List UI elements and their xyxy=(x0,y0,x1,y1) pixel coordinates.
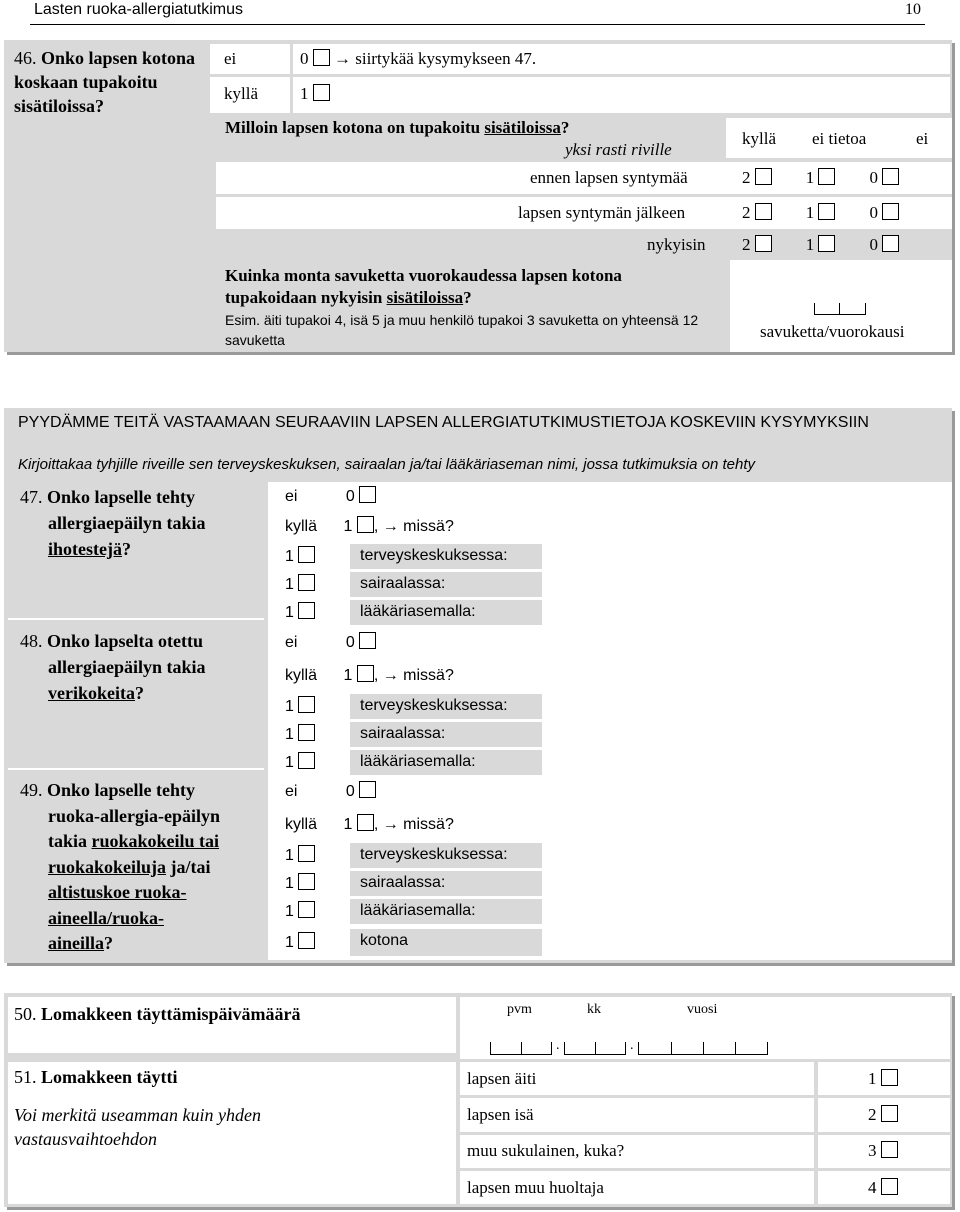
opt-code: 1 xyxy=(343,667,353,684)
section-heading: PYYDÄMME TEITÄ VASTAAMAAN SEURAAVIIN LAPSEN ALLERGIATUTKIMUSTIETOJA KOSKEVIIN KYSYMYKSIIN xyxy=(18,414,869,431)
code: 0 xyxy=(869,203,878,222)
q51-opt3[interactable] xyxy=(868,1141,898,1161)
q46-row1-options[interactable] xyxy=(742,168,899,188)
q51-hint: Voi merkitä useamman kuin yhden vastausvaihtoehdon xyxy=(14,1105,261,1149)
q48-line2: allergiaepäilyn takia xyxy=(48,657,206,677)
checkbox[interactable] xyxy=(357,814,374,831)
q46-sub-hint: yksi rasti riville xyxy=(565,140,672,159)
q49-tk-label: terveyskeskuksessa: xyxy=(360,846,508,863)
checkbox[interactable] xyxy=(882,168,899,185)
q47-place-tk[interactable] xyxy=(285,546,315,566)
header-rule xyxy=(30,24,925,25)
code: 2 xyxy=(742,168,751,187)
checkbox[interactable] xyxy=(313,49,330,66)
opt-code: 1 xyxy=(285,698,294,715)
q47-laak-label: lääkäriasemalla: xyxy=(360,603,476,620)
code: 1 xyxy=(805,203,815,222)
q48-tk-label: terveyskeskuksessa: xyxy=(360,697,508,714)
q49-laak-label: lääkäriasemalla: xyxy=(360,902,476,919)
opt-label: kyllä xyxy=(285,667,318,684)
q49-place-sair[interactable] xyxy=(285,873,315,893)
checkbox[interactable] xyxy=(755,235,772,252)
q50-number: 50. xyxy=(14,1004,37,1024)
q49-place-tk[interactable] xyxy=(285,845,315,865)
q48-place-tk[interactable] xyxy=(285,696,315,716)
q49-line2: ruoka-allergia-epäilyn xyxy=(48,805,220,826)
section-note: Kirjoittakaa tyhjille riveille sen terveyskeskuksen, sairaalan ja/tai lääkäriaseman nimi, jossa tutkimuksia on tehty xyxy=(18,456,755,473)
q49-number: 49. xyxy=(20,780,43,800)
q46-cig-unit: savuketta/vuorokausi xyxy=(760,322,905,341)
row-label: lapsen syntymän jälkeen xyxy=(518,203,686,222)
opt-code: 1 xyxy=(285,754,294,771)
opt-label: kyllä xyxy=(285,816,318,833)
q46-sub-title-q: ? xyxy=(560,118,570,137)
code: 0 xyxy=(869,168,878,187)
q49-line6-u: aineella/ruoka- xyxy=(48,907,164,928)
checkbox[interactable] xyxy=(298,546,315,563)
q49-line7-end: ? xyxy=(104,933,114,953)
checkbox[interactable] xyxy=(882,235,899,252)
opt-code: 0 xyxy=(345,488,355,505)
opt-code: 1 xyxy=(285,847,294,864)
q50-vuosi-label: vuosi xyxy=(687,1002,718,1017)
checkbox[interactable] xyxy=(755,203,772,220)
checkbox[interactable] xyxy=(298,696,315,713)
q51-opt2[interactable] xyxy=(868,1105,898,1125)
q49-opt-kylla[interactable] xyxy=(285,814,454,834)
q46-cig-q-end: ? xyxy=(463,288,472,307)
checkbox[interactable] xyxy=(818,168,835,185)
q46-row3-options[interactable] xyxy=(742,235,899,255)
code: 1 xyxy=(805,235,815,254)
q48-number: 48. xyxy=(20,631,43,651)
code: 0 xyxy=(869,235,878,254)
q49-line1: Onko lapselle tehty xyxy=(47,780,196,800)
q50-pvm-label: pvm xyxy=(507,1002,532,1017)
code: 2 xyxy=(742,235,751,254)
q48-line3-u: verikokeita xyxy=(48,683,135,703)
q50-title-text: Lomakkeen täyttämispäivämäärä xyxy=(41,1004,301,1024)
q51-number: 51. xyxy=(14,1067,37,1087)
row-label: ennen lapsen syntymää xyxy=(530,168,688,187)
q48-line3-end: ? xyxy=(135,683,144,703)
q48-laak-label: lääkäriasemalla: xyxy=(360,753,476,770)
q51-opt2-label: lapsen isä xyxy=(467,1105,534,1124)
checkbox[interactable] xyxy=(298,752,315,769)
opt-label: ei xyxy=(285,488,298,505)
q48-line1: Onko lapselta otettu xyxy=(47,631,204,651)
q46-col-ei: ei xyxy=(916,129,929,148)
q51-title-text: Lomakkeen täytti xyxy=(41,1067,178,1087)
row-label: nykyisin xyxy=(647,235,706,254)
opt-code: 1 xyxy=(343,518,353,535)
checkbox[interactable] xyxy=(882,203,899,220)
q46-number: 46. xyxy=(14,48,37,68)
checkbox[interactable] xyxy=(298,845,315,862)
q46-goto-text: → siirtykää kysymykseen 47. xyxy=(334,49,537,68)
checkbox[interactable] xyxy=(298,574,315,591)
q49-line4-u: ruokakokeiluja xyxy=(48,856,167,877)
q49-line3-u: ruokakokeilu tai xyxy=(91,831,220,851)
q51-opt4-label: lapsen muu huoltaja xyxy=(467,1178,604,1197)
q50-title xyxy=(14,1004,301,1025)
opt-code: 4 xyxy=(868,1178,877,1197)
q47-opt-ei[interactable] xyxy=(285,486,376,506)
checkbox[interactable] xyxy=(298,932,315,949)
q49-line3: takia xyxy=(48,831,88,851)
q47-title xyxy=(20,484,206,562)
opt-code: 1 xyxy=(285,548,294,565)
checkbox[interactable] xyxy=(881,1178,898,1195)
checkbox[interactable] xyxy=(357,516,374,533)
opt-code: 2 xyxy=(868,1105,877,1124)
opt-code: 1 xyxy=(868,1069,877,1088)
page-number: 10 xyxy=(905,1,921,18)
q46-row-nykyisin xyxy=(647,235,706,255)
q46-opt-ei[interactable] xyxy=(300,49,536,69)
checkbox[interactable] xyxy=(755,168,772,185)
checkbox[interactable] xyxy=(818,203,835,220)
q51-opt1-label: lapsen äiti xyxy=(467,1069,537,1088)
q46-opt-kylla-code: 1 xyxy=(300,84,309,103)
opt-code: 1 xyxy=(285,934,294,951)
q51-opt3-label: muu sukulainen, kuka? xyxy=(467,1141,625,1160)
q49-title xyxy=(20,778,220,957)
q46-opt-ei-code: 0 xyxy=(300,49,309,68)
q46-title-text: Onko lapsen kotona koskaan tupakoitu sisätiloissa? xyxy=(14,48,196,116)
q51-title xyxy=(14,1067,178,1088)
opt-code: 0 xyxy=(345,634,355,651)
opt-code: 1 xyxy=(285,576,294,593)
opt-label: kyllä xyxy=(285,518,318,535)
checkbox[interactable] xyxy=(359,486,376,503)
q46-cig-q-u: sisätiloissa xyxy=(386,288,464,307)
checkbox[interactable] xyxy=(298,901,315,918)
q50-dot2: . xyxy=(630,1038,634,1053)
q48-sair-label: sairaalassa: xyxy=(360,725,446,742)
q47-place-sair[interactable] xyxy=(285,574,315,594)
q48-place-laak[interactable] xyxy=(285,752,315,772)
q49-sair-label: sairaalassa: xyxy=(360,874,446,891)
q47-line2: allergiaepäilyn takia xyxy=(48,513,206,533)
checkbox[interactable] xyxy=(298,873,315,890)
opt-label: ei xyxy=(285,634,298,651)
opt-code: 1 xyxy=(343,816,353,833)
q49-line5-u: altistuskoe ruoka- xyxy=(48,882,187,902)
checkbox[interactable] xyxy=(357,665,374,682)
opt-code: 3 xyxy=(868,1141,877,1160)
checkbox[interactable] xyxy=(313,84,330,101)
opt-code: 1 xyxy=(285,875,294,892)
q51-opt4[interactable] xyxy=(868,1178,898,1198)
checkbox[interactable] xyxy=(359,781,376,798)
q47-number: 47. xyxy=(20,487,43,507)
q46-title xyxy=(14,46,204,118)
q46-cig-example: Esim. äiti tupakoi 4, isä 5 ja muu henkilö tupakoi 3 savuketta on yhteensä 12 savuketta xyxy=(225,312,699,348)
opt-code: 1 xyxy=(285,903,294,920)
q47-sair-label: sairaalassa: xyxy=(360,575,446,592)
checkbox[interactable] xyxy=(881,1105,898,1122)
checkbox[interactable] xyxy=(881,1141,898,1158)
checkbox[interactable] xyxy=(298,724,315,741)
q49-line4: ja/tai xyxy=(170,856,211,877)
q49-line7-u: aineilla xyxy=(48,933,105,953)
q47-line3-u: ihotestejä xyxy=(48,539,122,559)
q46-cig-question xyxy=(225,265,715,309)
q46-sub-title-u: sisätiloissa xyxy=(484,118,561,137)
q46-opt-kylla-label: kyllä xyxy=(224,84,258,103)
q47-tk-label: terveyskeskuksessa: xyxy=(360,547,508,564)
q46-row2-options[interactable] xyxy=(742,203,899,223)
q48-opt-kylla[interactable] xyxy=(285,665,454,685)
q47-line3-end: ? xyxy=(121,539,131,559)
page-header-title: Lasten ruoka-allergiatutkimus xyxy=(34,1,243,18)
q50-date-field[interactable] xyxy=(490,1040,790,1056)
q46-col-ei-tietoa: ei tietoa xyxy=(812,129,867,148)
checkbox[interactable] xyxy=(881,1069,898,1086)
q49-opt-ei[interactable] xyxy=(285,781,376,801)
q46-opt-kylla[interactable] xyxy=(300,84,330,104)
q47-line1: Onko lapselle tehty xyxy=(47,487,196,507)
missa-label: , → missä? xyxy=(373,816,454,833)
q46-col-kylla: kyllä xyxy=(742,129,776,148)
q46-sub-title-text: Milloin lapsen kotona on tupakoitu xyxy=(225,118,481,137)
q46-opt-ei-cell xyxy=(210,44,290,74)
q51-opt1[interactable] xyxy=(868,1069,898,1089)
q47-place-laak[interactable] xyxy=(285,602,315,622)
checkbox[interactable] xyxy=(359,632,376,649)
q46-opt-ei-label: ei xyxy=(224,49,237,68)
opt-label: ei xyxy=(285,783,298,800)
q46-opt-kylla-code-cell xyxy=(293,77,950,113)
q49-kotona-label: kotona xyxy=(360,932,409,949)
code: 2 xyxy=(742,203,751,222)
q47-opt-kylla[interactable] xyxy=(285,516,454,536)
q48-title xyxy=(20,628,206,706)
q50-kk-label: kk xyxy=(587,1002,601,1017)
q49-place-kotona[interactable] xyxy=(285,932,315,952)
q48-opt-ei[interactable] xyxy=(285,632,376,652)
code: 1 xyxy=(805,168,815,187)
q49-place-laak[interactable] xyxy=(285,901,315,921)
checkbox[interactable] xyxy=(818,235,835,252)
q46-cig-q-text: Kuinka monta savuketta vuorokaudessa lapsen kotona tupakoidaan nykyisin xyxy=(225,266,622,307)
q46-cig-digit-field[interactable] xyxy=(814,303,866,315)
checkbox[interactable] xyxy=(298,602,315,619)
opt-code: 1 xyxy=(285,726,294,743)
opt-code: 0 xyxy=(345,783,355,800)
q46-sub-title xyxy=(225,118,569,138)
q48-place-sair[interactable] xyxy=(285,724,315,744)
missa-label: , → missä? xyxy=(373,518,454,535)
q50-dot1: . xyxy=(556,1038,560,1053)
missa-label: , → missä? xyxy=(373,667,454,684)
opt-code: 1 xyxy=(285,604,294,621)
